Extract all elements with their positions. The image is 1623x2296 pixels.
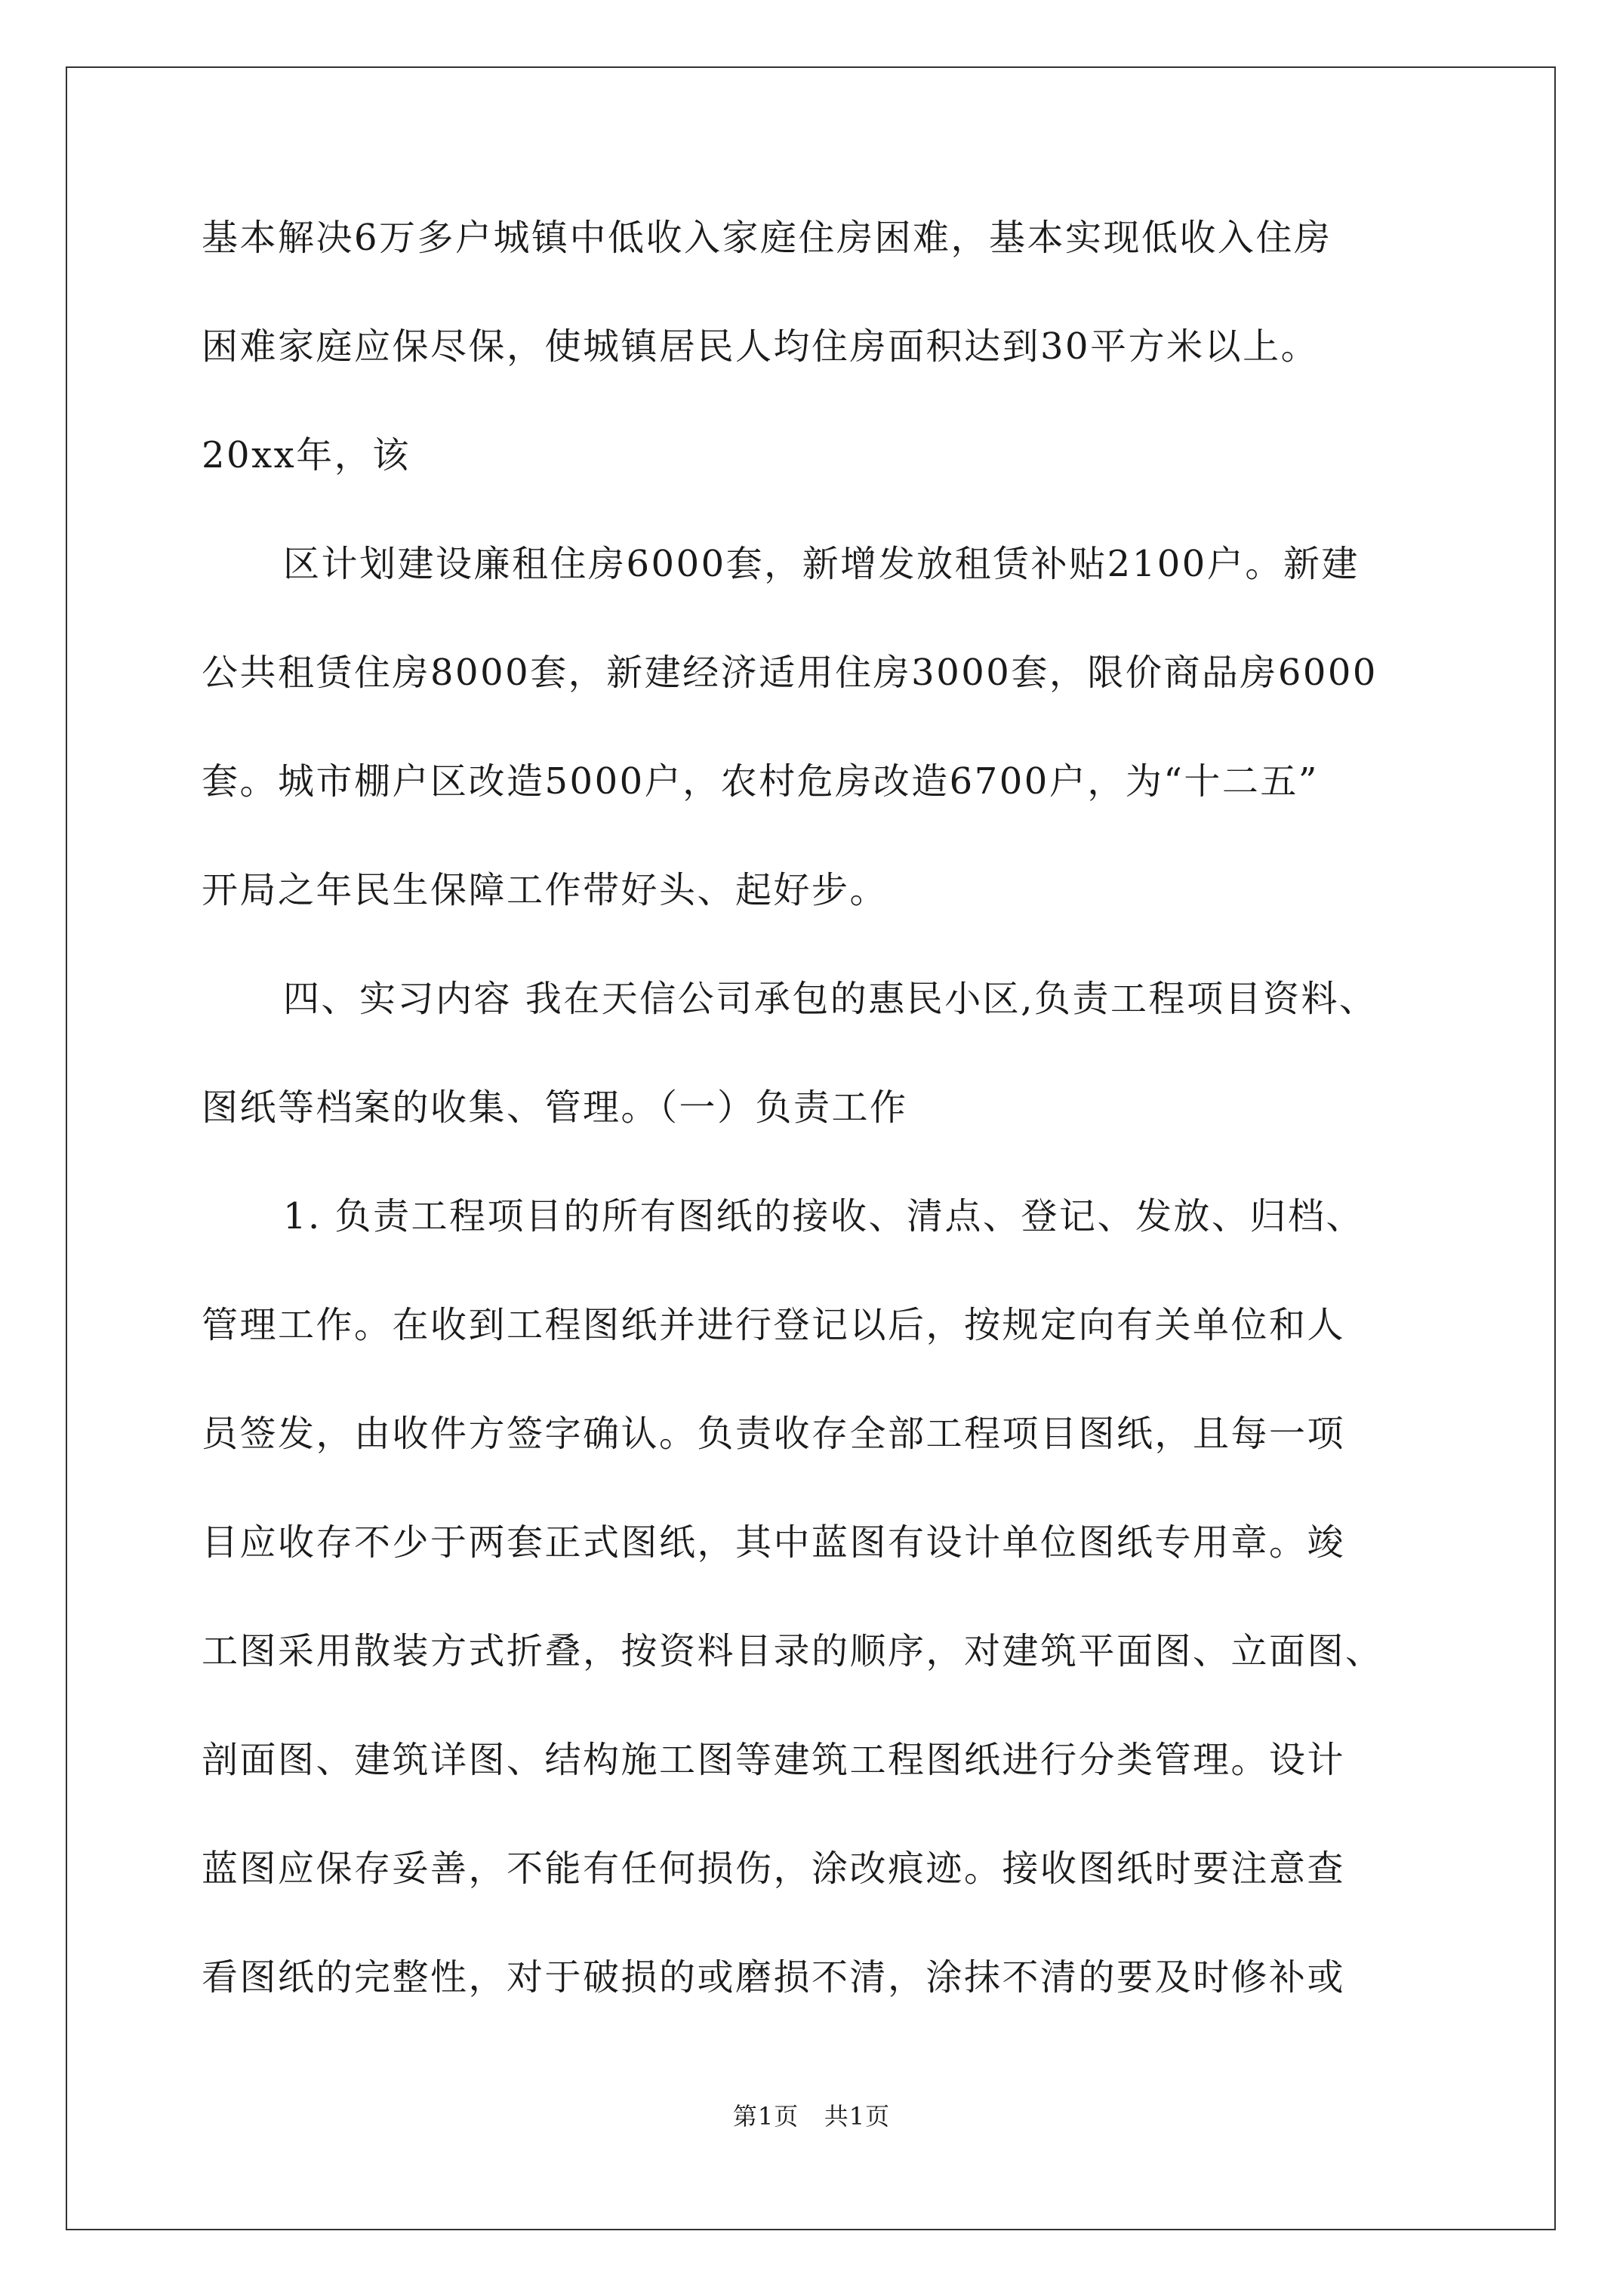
text-line: 1. 负责工程项目的所有图纸的接收、清点、登记、发放、归档、 [283,1195,1365,1237]
text-line: 基本解决6万多户城镇中低收入家庭住房困难，基本实现低收入住房 [202,217,1332,259]
text-line: 20xx年，该 [202,434,411,476]
text-line: 开局之年民生保障工作带好头、起好步。 [202,869,888,911]
text-line: 工图采用散装方式折叠，按资料目录的顺序，对建筑平面图、立面图、 [202,1630,1384,1672]
text-line: 困难家庭应保尽保，使城镇居民人均住房面积达到30平方米以上。 [202,325,1320,368]
text-line: 区计划建设廉租住房6000套，新增发放租赁补贴2100户。新建 [283,543,1360,585]
text-line: 图纸等档案的收集、管理。（一）负责工作 [202,1086,908,1129]
text-line: 剖面图、建筑详图、结构施工图等建筑工程图纸进行分类管理。设计 [202,1739,1346,1781]
text-line: 四、实习内容 我在天信公司承包的惠民小区,负责工程项目资料、 [283,978,1378,1020]
text-line: 看图纸的完整性，对于破损的或磨损不清，涂抹不清的要及时修补或 [202,1956,1346,1999]
text-line: 管理工作。在收到工程图纸并进行登记以后，按规定向有关单位和人 [202,1304,1346,1346]
text-line: 目应收存不少于两套正式图纸，其中蓝图有设计单位图纸专用章。竣 [202,1521,1346,1564]
text-line: 套。城市棚户区改造5000户，农村危房改造6700户，为“十二五” [202,760,1319,803]
text-line: 蓝图应保存妥善，不能有任何损伤，涂改痕迹。接收图纸时要注意查 [202,1848,1346,1890]
text-line: 公共租赁住房8000套，新建经济适用住房3000套，限价商品房6000 [202,652,1378,694]
document-body [202,211,1440,2060]
page-number-footer: 第1页 共1页 [732,2102,891,2131]
text-line: 员签发，由收件方签字确认。负责收存全部工程项目图纸，且每一项 [202,1413,1346,1455]
